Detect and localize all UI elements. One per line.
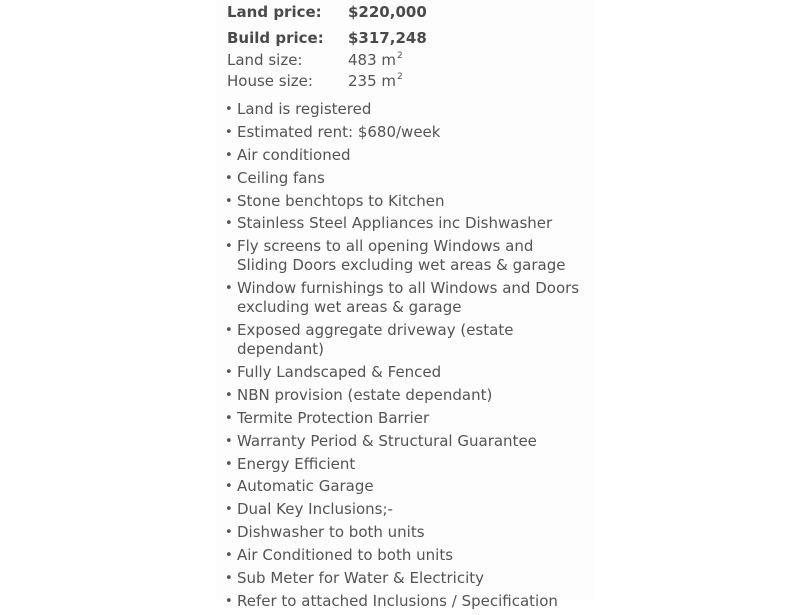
feature-item <box>225 592 595 611</box>
feature-item <box>225 386 595 405</box>
land-price-row <box>227 1 587 24</box>
build-price-value: $317,248 <box>348 29 427 47</box>
bullet-icon: • <box>225 323 233 339</box>
land-price-value: $220,000 <box>348 3 427 21</box>
bullet-icon: • <box>225 147 233 163</box>
bullet-icon: • <box>225 502 233 518</box>
feature-text: Land is registered <box>237 100 372 118</box>
feature-text-continued: excluding wet areas & garage <box>237 298 462 317</box>
feature-item <box>225 321 595 359</box>
bullet-icon: • <box>225 281 233 297</box>
feature-item <box>225 123 595 142</box>
feature-text: Automatic Garage <box>237 477 374 496</box>
bullet-icon: • <box>225 593 233 609</box>
feature-text: Air Conditioned to both units <box>237 546 454 565</box>
bullet-icon: • <box>225 216 233 232</box>
bullet-icon: • <box>225 239 233 255</box>
feature-item <box>225 523 595 542</box>
feature-text: Dual Key Inclusions;- <box>237 500 393 519</box>
price-details <box>227 0 587 92</box>
build-price-row <box>227 27 587 50</box>
bullet-icon: • <box>225 365 233 381</box>
feature-item <box>225 169 595 188</box>
bullet-icon: • <box>225 124 233 140</box>
feature-text: Estimated rent: $680/week <box>237 122 441 141</box>
feature-text: Termite Protection Barrier <box>237 408 430 427</box>
feature-item <box>225 214 595 233</box>
feature-text: Refer to attached Inclusions / Specification <box>237 591 558 610</box>
feature-text: Warranty Period & Structural Guarantee <box>237 431 537 450</box>
land-size-label: Land size: <box>227 51 303 69</box>
house-size-row <box>227 70 587 93</box>
feature-text: Energy Efficient <box>237 454 356 473</box>
bullet-icon: • <box>225 571 233 587</box>
feature-text: Sub Meter for Water & Electricity <box>237 569 485 588</box>
feature-text: Ceiling fans <box>237 168 325 187</box>
feature-text: Air conditioned <box>237 145 351 164</box>
bullet-icon: • <box>225 410 233 426</box>
feature-text: Exposed aggregate driveway (estate dependant) <box>237 321 514 359</box>
feature-text: Fully Landscaped & Fenced <box>237 363 442 382</box>
feature-text: Stainless Steel Appliances inc Dishwasher <box>237 214 553 233</box>
land-size-number: 483 m <box>348 51 397 69</box>
bullet-icon: • <box>225 170 233 186</box>
bullet-icon: • <box>225 548 233 564</box>
bullet-icon: • <box>225 102 233 117</box>
land-size-row <box>227 49 587 72</box>
bullet-icon: • <box>225 525 233 541</box>
build-price-label: Build price: <box>227 29 324 47</box>
feature-text-continued: Sliding Doors excluding wet areas & garage <box>237 256 566 275</box>
feature-text: Window furnishings to all Windows and Doors <box>237 279 580 298</box>
feature-item <box>225 237 595 275</box>
feature-item <box>225 363 595 382</box>
feature-text: Dishwasher to both units <box>237 523 425 542</box>
feature-text: NBN provision (estate dependant) <box>237 385 493 404</box>
feature-item <box>225 409 595 428</box>
feature-item <box>225 546 595 565</box>
bullet-icon: • <box>225 479 233 495</box>
land-price-label: Land price: <box>227 3 322 21</box>
features-list <box>225 100 595 615</box>
land-size-value <box>348 49 403 72</box>
feature-item <box>225 569 595 588</box>
feature-item <box>225 477 595 496</box>
house-size-number: 235 m <box>348 72 397 90</box>
house-size-label: House size: <box>227 72 313 90</box>
feature-item <box>225 432 595 451</box>
feature-item <box>225 146 595 165</box>
bullet-icon: • <box>225 456 233 472</box>
feature-item <box>225 500 595 519</box>
house-size-value <box>348 70 403 93</box>
feature-text: Stone benchtops to Kitchen <box>237 191 445 210</box>
land-size-unit-superscript: 2 <box>397 51 403 61</box>
bullet-icon: • <box>225 433 233 449</box>
house-size-unit-superscript: 2 <box>397 72 403 82</box>
feature-item <box>225 455 595 474</box>
feature-text: Fly screens to all opening Windows and <box>237 237 534 256</box>
bullet-icon: • <box>225 387 233 403</box>
feature-item <box>225 192 595 211</box>
bullet-icon: • <box>225 193 233 209</box>
feature-item <box>225 279 595 317</box>
feature-item <box>225 100 595 119</box>
